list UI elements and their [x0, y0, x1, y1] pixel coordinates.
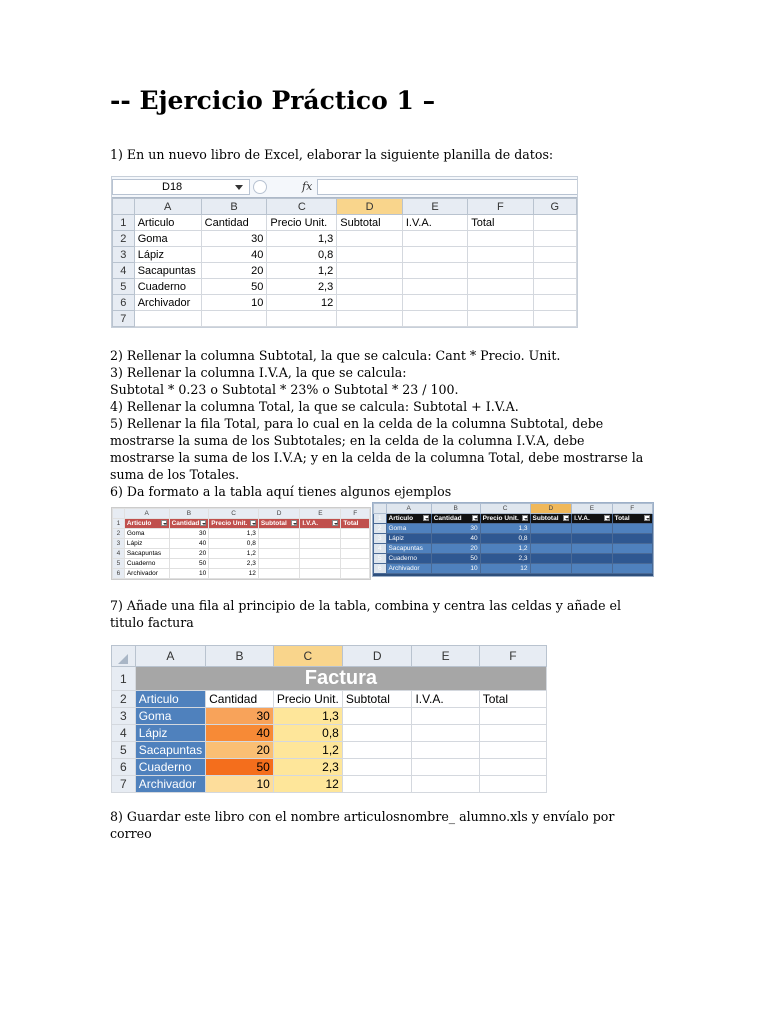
table-row	[113, 559, 370, 569]
cell[interactable]	[412, 725, 479, 742]
cell[interactable]	[337, 311, 403, 327]
column-header[interactable]: B	[431, 504, 480, 514]
header-label: Precio Unit.	[482, 515, 519, 522]
cell[interactable]	[468, 311, 533, 327]
cell[interactable]: I.V.A.	[412, 691, 479, 708]
row-header[interactable]: 5	[113, 279, 135, 295]
row-header[interactable]: 4	[374, 544, 387, 554]
row-header[interactable]: 3	[113, 539, 125, 549]
fx-icon[interactable]: fx	[302, 180, 313, 193]
column-header[interactable]: B	[169, 509, 209, 519]
row-header[interactable]: 4	[113, 549, 125, 559]
column-header[interactable]: A	[124, 509, 169, 519]
column-header[interactable]: F	[479, 646, 546, 667]
cell[interactable]: 30	[431, 524, 480, 534]
cell[interactable]	[612, 544, 652, 554]
cell[interactable]: 1,2	[480, 544, 530, 554]
table-row	[112, 667, 547, 691]
table-row	[112, 708, 547, 725]
header-cell[interactable]	[169, 519, 209, 529]
row-header[interactable]: 5	[374, 554, 387, 564]
row-header[interactable]: 6	[112, 759, 136, 776]
table-row	[374, 524, 653, 534]
cell[interactable]	[402, 231, 467, 247]
sheet-grid	[373, 503, 653, 574]
table-row	[113, 569, 370, 579]
header-label: Articulo	[388, 515, 414, 522]
filter-dropdown-icon[interactable]	[563, 515, 569, 521]
cell[interactable]	[533, 279, 577, 295]
cell[interactable]	[258, 569, 300, 579]
step-5-line-4: suma de los Totales.	[110, 467, 240, 482]
excel-sheet-factura	[111, 645, 547, 793]
filter-dropdown-icon[interactable]	[604, 515, 610, 521]
table-row	[113, 539, 370, 549]
row-header[interactable]: 3	[112, 708, 136, 725]
cell[interactable]	[530, 554, 572, 564]
table-row	[112, 725, 547, 742]
cell[interactable]: Articulo	[135, 691, 205, 708]
row-header[interactable]: 4	[112, 725, 136, 742]
row-header[interactable]: 5	[113, 559, 125, 569]
column-header[interactable]: D	[258, 509, 300, 519]
cell[interactable]	[267, 311, 337, 327]
cell[interactable]	[533, 231, 577, 247]
cell[interactable]: Lápiz	[135, 725, 205, 742]
column-header[interactable]: F	[612, 504, 652, 514]
column-header[interactable]: B	[201, 199, 267, 215]
column-header[interactable]: E	[402, 199, 467, 215]
cell[interactable]	[479, 708, 546, 725]
cell[interactable]	[402, 279, 467, 295]
header-cell[interactable]	[341, 519, 370, 529]
select-all-corner[interactable]	[374, 504, 387, 514]
cell[interactable]	[402, 263, 467, 279]
merged-title-cell[interactable]: Factura	[135, 667, 546, 691]
cell[interactable]	[342, 776, 412, 793]
column-header-selected[interactable]: C	[273, 646, 342, 667]
header-cell[interactable]	[431, 514, 480, 524]
cell[interactable]: Cuaderno	[134, 279, 201, 295]
cell[interactable]	[530, 524, 572, 534]
cell[interactable]: 40	[201, 247, 267, 263]
header-cell[interactable]	[386, 514, 431, 524]
column-header-row	[112, 646, 547, 667]
format-example-blue	[372, 502, 654, 577]
header-label: Articulo	[126, 520, 152, 527]
table-row	[374, 564, 653, 574]
formula-bar	[112, 177, 577, 198]
cell[interactable]	[134, 311, 201, 327]
cell[interactable]: 0,8	[273, 725, 342, 742]
step-8-line-2: correo	[110, 826, 152, 841]
cell[interactable]	[342, 725, 412, 742]
cell[interactable]	[572, 554, 612, 564]
cell[interactable]	[612, 534, 652, 544]
column-header[interactable]: C	[480, 504, 530, 514]
cell[interactable]	[572, 534, 612, 544]
cell[interactable]: 50	[431, 554, 480, 564]
cell[interactable]	[258, 529, 300, 539]
cell[interactable]: 2,3	[267, 279, 337, 295]
cell[interactable]: 20	[201, 263, 267, 279]
table-row	[374, 544, 653, 554]
cell[interactable]: 0,8	[267, 247, 337, 263]
cell[interactable]: Lápiz	[134, 247, 201, 263]
cell[interactable]	[341, 569, 370, 579]
row-header[interactable]: 6	[113, 569, 125, 579]
row-header[interactable]: 6	[374, 564, 387, 574]
table-row	[113, 279, 577, 295]
name-box[interactable]	[112, 179, 250, 195]
row-header[interactable]: 6	[113, 295, 135, 311]
cell[interactable]: Sacapuntas	[134, 263, 201, 279]
step-8-line-1: 8) Guardar este libro con el nombre articulosnombre_ alumno.xls y envíalo por	[110, 809, 615, 824]
cell[interactable]	[337, 231, 403, 247]
cell[interactable]	[412, 776, 479, 793]
header-cell[interactable]	[530, 514, 572, 524]
cell[interactable]: Goma	[135, 708, 205, 725]
cell[interactable]: Articulo	[134, 215, 201, 231]
column-header-row	[113, 199, 577, 215]
cell[interactable]: 1,2	[267, 263, 337, 279]
cell[interactable]	[201, 311, 267, 327]
column-header-selected[interactable]: D	[337, 199, 403, 215]
column-header[interactable]: D	[342, 646, 412, 667]
sheet-grid	[111, 645, 547, 793]
row-header[interactable]: 4	[113, 263, 135, 279]
header-label: Cantidad	[171, 520, 200, 527]
cell[interactable]: 30	[169, 529, 209, 539]
cell[interactable]: Cantidad	[201, 215, 267, 231]
filter-dropdown-icon[interactable]	[423, 515, 429, 521]
cell[interactable]: 30	[201, 231, 267, 247]
column-header[interactable]: G	[533, 199, 577, 215]
cell[interactable]: 10	[206, 776, 274, 793]
row-header[interactable]: 2	[112, 691, 136, 708]
table-row	[113, 231, 577, 247]
cell[interactable]	[337, 295, 403, 311]
cell[interactable]: Precio Unit.	[267, 215, 337, 231]
table-row	[113, 311, 577, 327]
column-header[interactable]: E	[300, 509, 341, 519]
sheet-grid	[112, 198, 577, 327]
cell[interactable]	[402, 247, 467, 263]
cell[interactable]	[479, 776, 546, 793]
header-cell[interactable]	[572, 514, 612, 524]
cell[interactable]: 12	[209, 569, 259, 579]
circle-handle-icon[interactable]	[253, 180, 267, 194]
row-header[interactable]: 3	[113, 247, 135, 263]
cell[interactable]	[530, 564, 572, 574]
step-5-line-2: mostrarse la suma de los Subtotales; en la celda de la columna I.V.A, debe	[110, 433, 585, 448]
step-3: 3) Rellenar la columna I.V.A, la que se calcula:	[110, 365, 407, 380]
step-5-line-1: 5) Rellenar la fila Total, para lo cual en la celda de la columna Subtotal, debe	[110, 416, 604, 431]
header-cell[interactable]	[209, 519, 259, 529]
cell[interactable]: Cuaderno	[135, 759, 205, 776]
filter-dropdown-icon[interactable]	[522, 515, 528, 521]
cell[interactable]: 10	[431, 564, 480, 574]
column-header-selected[interactable]: D	[530, 504, 572, 514]
cell[interactable]: 2,3	[480, 554, 530, 564]
header-cell[interactable]	[300, 519, 341, 529]
cell[interactable]	[300, 539, 341, 549]
column-header[interactable]: F	[468, 199, 533, 215]
cell[interactable]: 40	[169, 539, 209, 549]
cell[interactable]: 40	[431, 534, 480, 544]
cell[interactable]	[468, 295, 533, 311]
filter-dropdown-icon[interactable]	[644, 515, 650, 521]
cell[interactable]: Cantidad	[206, 691, 274, 708]
sheet-grid	[112, 508, 370, 579]
cell[interactable]: Subtotal	[337, 215, 403, 231]
table-row	[374, 554, 653, 564]
name-box-value: D18	[162, 181, 183, 193]
cell[interactable]	[533, 215, 577, 231]
cell[interactable]: Goma	[124, 529, 169, 539]
header-label: I.V.A.	[574, 515, 590, 522]
row-header[interactable]: 1	[112, 667, 136, 691]
cell[interactable]: Archivador	[134, 295, 201, 311]
cell[interactable]	[468, 247, 533, 263]
cell[interactable]	[479, 725, 546, 742]
cell[interactable]	[402, 311, 467, 327]
header-cell[interactable]	[612, 514, 652, 524]
cell[interactable]: Lápiz	[386, 534, 431, 544]
cell[interactable]	[468, 231, 533, 247]
cell[interactable]	[412, 759, 479, 776]
cell[interactable]: Precio Unit.	[273, 691, 342, 708]
cell[interactable]	[412, 742, 479, 759]
row-header[interactable]: 7	[113, 311, 135, 327]
cell[interactable]	[533, 247, 577, 263]
cell[interactable]	[533, 311, 577, 327]
select-all-corner[interactable]	[112, 646, 136, 667]
cell[interactable]	[342, 759, 412, 776]
row-header[interactable]: 1	[113, 215, 135, 231]
table-row	[113, 529, 370, 539]
chevron-down-icon[interactable]	[235, 185, 243, 190]
table-row	[113, 295, 577, 311]
cell[interactable]: 1,3	[209, 529, 259, 539]
page-title: -- Ejercicio Práctico 1 –	[110, 86, 436, 115]
row-header[interactable]: 5	[112, 742, 136, 759]
cell[interactable]: 50	[201, 279, 267, 295]
row-header[interactable]: 1	[374, 514, 387, 524]
table-header-row	[374, 514, 653, 524]
filter-dropdown-icon[interactable]	[200, 520, 206, 526]
filter-dropdown-icon[interactable]	[161, 520, 167, 526]
cell[interactable]: 10	[169, 569, 209, 579]
header-label: Precio Unit.	[211, 520, 248, 527]
cell[interactable]	[533, 295, 577, 311]
cell[interactable]: 12	[273, 776, 342, 793]
cell[interactable]: Sacapuntas	[386, 544, 431, 554]
select-all-icon	[118, 654, 128, 664]
table-row	[112, 742, 547, 759]
table-row	[113, 247, 577, 263]
filter-dropdown-icon[interactable]	[250, 520, 256, 526]
cell[interactable]	[572, 564, 612, 574]
cell[interactable]	[341, 549, 370, 559]
cell[interactable]: 1,2	[273, 742, 342, 759]
table-row	[113, 549, 370, 559]
header-label: Subtotal	[260, 520, 287, 527]
cell[interactable]	[300, 549, 341, 559]
cell[interactable]: Goma	[386, 524, 431, 534]
cell[interactable]	[479, 742, 546, 759]
cell[interactable]: 1,2	[209, 549, 259, 559]
cell[interactable]	[300, 569, 341, 579]
table-row	[374, 534, 653, 544]
header-label: Total	[343, 520, 359, 527]
cell[interactable]	[337, 279, 403, 295]
cell[interactable]	[258, 539, 300, 549]
cell[interactable]: Archivador	[135, 776, 205, 793]
cell[interactable]: Sacapuntas	[135, 742, 205, 759]
table-row	[112, 759, 547, 776]
cell[interactable]	[341, 529, 370, 539]
header-cell[interactable]	[258, 519, 300, 529]
table-row	[113, 263, 577, 279]
step-6: 6) Da formato a la tabla aquí tienes algunos ejemplos	[110, 484, 452, 499]
header-label: Total	[614, 515, 630, 522]
table-row	[112, 691, 547, 708]
step-7-line-1: 7) Añade una fila al principio de la tabla, combina y centra las celdas y añade el	[110, 598, 622, 613]
cell[interactable]	[479, 759, 546, 776]
cell[interactable]	[402, 295, 467, 311]
cell[interactable]: 12	[480, 564, 530, 574]
cell[interactable]: 2,3	[273, 759, 342, 776]
cell[interactable]	[530, 534, 572, 544]
column-header[interactable]: A	[135, 646, 205, 667]
cell[interactable]	[533, 263, 577, 279]
cell[interactable]: 20	[431, 544, 480, 554]
cell[interactable]	[530, 544, 572, 554]
cell[interactable]	[612, 554, 652, 564]
select-all-corner[interactable]	[113, 199, 135, 215]
cell[interactable]	[412, 708, 479, 725]
cell[interactable]: I.V.A.	[402, 215, 467, 231]
step-2: 2) Rellenar la columna Subtotal, la que se calcula: Cant * Precio. Unit.	[110, 348, 561, 363]
cell[interactable]: 40	[206, 725, 274, 742]
cell[interactable]	[337, 263, 403, 279]
cell[interactable]: 12	[267, 295, 337, 311]
cell[interactable]: Cuaderno	[386, 554, 431, 564]
cell[interactable]: Archivador	[386, 564, 431, 574]
cell[interactable]	[258, 549, 300, 559]
cell[interactable]: Goma	[134, 231, 201, 247]
cell[interactable]	[612, 524, 652, 534]
column-header-row	[374, 504, 653, 514]
column-header[interactable]: C	[267, 199, 337, 215]
row-header[interactable]: 7	[112, 776, 136, 793]
cell[interactable]: 1,3	[267, 231, 337, 247]
cell[interactable]: 30	[206, 708, 274, 725]
cell[interactable]	[468, 263, 533, 279]
cell[interactable]: 0,8	[209, 539, 259, 549]
column-header[interactable]: E	[572, 504, 612, 514]
column-header[interactable]: E	[412, 646, 479, 667]
row-header[interactable]: 1	[113, 519, 125, 529]
step-5-line-3: mostrarse la suma de los I.V.A; y en la celda de la columna Total, debe mostrarse la	[110, 450, 644, 465]
step-1: 1) En un nuevo libro de Excel, elaborar la siguiente planilla de datos:	[110, 147, 554, 162]
row-header[interactable]: 2	[113, 231, 135, 247]
column-header[interactable]: A	[386, 504, 431, 514]
cell[interactable]: Sacapuntas	[124, 549, 169, 559]
cell[interactable]	[572, 524, 612, 534]
header-label: Cantidad	[433, 515, 462, 522]
cell[interactable]: 20	[169, 549, 209, 559]
step-7-line-2: titulo factura	[110, 615, 194, 630]
cell[interactable]	[468, 279, 533, 295]
cell[interactable]: Subtotal	[342, 691, 412, 708]
row-header[interactable]: 2	[374, 524, 387, 534]
header-label: I.V.A.	[302, 520, 319, 527]
cell[interactable]: 1,3	[273, 708, 342, 725]
table-header-row	[113, 519, 370, 529]
cell[interactable]	[342, 742, 412, 759]
cell[interactable]: 50	[206, 759, 274, 776]
cell[interactable]: Lápiz	[124, 539, 169, 549]
cell[interactable]	[258, 559, 300, 569]
column-header[interactable]: A	[134, 199, 201, 215]
cell[interactable]	[341, 559, 370, 569]
cell[interactable]	[612, 564, 652, 574]
header-cell[interactable]	[124, 519, 169, 529]
row-header[interactable]: 2	[113, 529, 125, 539]
cell[interactable]: Archivador	[124, 569, 169, 579]
cell[interactable]: Cuaderno	[124, 559, 169, 569]
cell[interactable]	[337, 247, 403, 263]
header-cell[interactable]	[480, 514, 530, 524]
cell[interactable]: Total	[479, 691, 546, 708]
cell[interactable]: Total	[468, 215, 533, 231]
excel-sheet-1	[111, 176, 578, 328]
cell[interactable]: 1,3	[480, 524, 530, 534]
filter-dropdown-icon[interactable]	[291, 520, 297, 526]
formula-input[interactable]	[317, 179, 578, 195]
column-header[interactable]: F	[341, 509, 370, 519]
step-3-formula: Subtotal * 0.23 o Subtotal * 23% o Subtotal * 23 / 100.	[110, 382, 459, 397]
row-header[interactable]: 3	[374, 534, 387, 544]
cell[interactable]	[300, 529, 341, 539]
cell[interactable]: 20	[206, 742, 274, 759]
table-row	[112, 776, 547, 793]
cell[interactable]: 50	[169, 559, 209, 569]
cell[interactable]: 2,3	[209, 559, 259, 569]
filter-dropdown-icon[interactable]	[332, 520, 338, 526]
cell[interactable]	[341, 539, 370, 549]
format-example-red	[111, 507, 371, 580]
cell[interactable]	[572, 544, 612, 554]
filter-dropdown-icon[interactable]	[472, 515, 478, 521]
cell[interactable]	[342, 708, 412, 725]
column-header-row	[113, 509, 370, 519]
table-row	[113, 215, 577, 231]
cell[interactable]	[300, 559, 341, 569]
column-header[interactable]: C	[209, 509, 259, 519]
step-4: 4) Rellenar la columna Total, la que se calcula: Subtotal + I.V.A.	[110, 399, 519, 414]
select-all-corner[interactable]	[113, 509, 125, 519]
header-label: Subtotal	[532, 515, 559, 522]
column-header[interactable]: B	[206, 646, 274, 667]
cell[interactable]: 0,8	[480, 534, 530, 544]
cell[interactable]: 10	[201, 295, 267, 311]
